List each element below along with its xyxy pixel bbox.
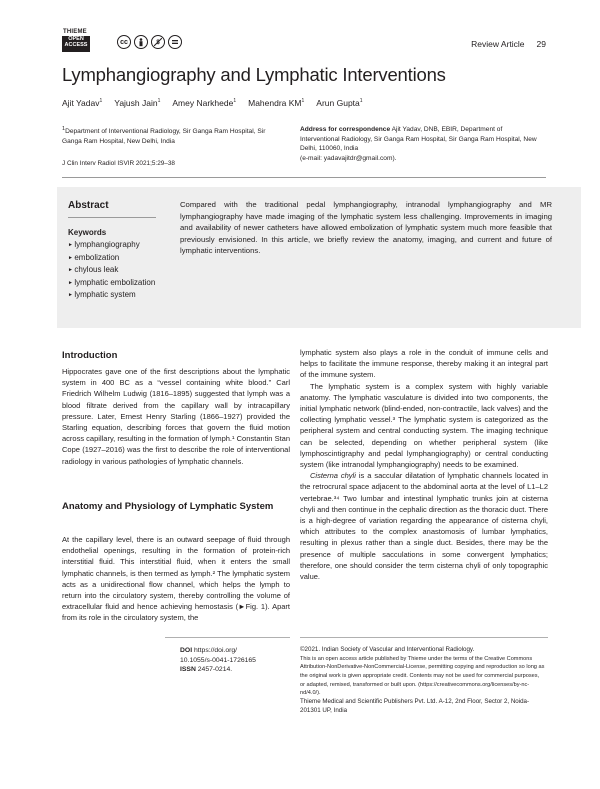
doi-value: 10.1055/s-0041-1726165 <box>180 656 256 664</box>
article-title: Lymphangiography and Lymphatic Interventions <box>62 64 446 85</box>
noncommercial-icon <box>151 35 165 49</box>
doi-link[interactable]: https://doi.org/ <box>193 647 238 654</box>
author: Amey Narkhede$^1$ <box>172 98 237 108</box>
license-icons <box>117 35 182 49</box>
correspondence-email: (e-mail: yadavajitdr@gmail.com). <box>300 154 397 162</box>
affiliation: $^1$Department of Interventional Radiology, Sir Ganga Ram Hospital, Sir Ganga Ram Hospital, New Delhi, India <box>62 126 266 145</box>
logo-access-text: ACCESS <box>64 41 88 48</box>
author-list <box>62 98 363 108</box>
paragraph: Hippocrates gave one of the first descriptions about the lymphatic system in 400 BC as a “vessel containing white blood.” Carl Friedrich Wilhelm Ludwig (1816–1895) suggested that lymph was a blood filtrate derived from the capillary wall by intracapillary pressure. Later, Ernest Henry Starling (1866–1927) provided the Starling equation, describing forces that govern the fluid motion across capillary, resulting in the formation of lymph.¹ Constantin Stan Cope (1927–2016) was the first to describe the role of interventional radiology in various pathologies of lymphatic channels. <box>62 367 290 466</box>
abstract-heading: Abstract <box>68 200 109 211</box>
publisher-address: Thieme Medical and Scientific Publishers Pvt. Ltd. A-12, 2nd Floor, Sector 2, Noida-201301 UP, India <box>300 697 530 714</box>
correspondence: Address for correspondence Ajit Yadav, DNB, EBIR, Department of Interventional Radiology, Sir Ganga Ram Hospital, Sir Ganga Ram Hospital, New Delhi, 110060, India (e-mail: yadavajitdr@gmail.com). <box>300 126 537 162</box>
copyright-line: ©2021. Indian Society of Vascular and Interventional Radiology. <box>300 646 475 653</box>
keywords-list <box>68 239 168 302</box>
anatomy-heading: Anatomy and Physiology of Lymphatic System <box>62 501 274 512</box>
keyword: ► lymphangiography <box>68 239 168 252</box>
noderivatives-icon <box>168 35 182 49</box>
paragraph: lymphatic system also plays a role in the conduit of immune cells and helps to facilitate the immune response, thereby making it an integral part of the immune system. <box>300 348 548 380</box>
logo-open-text: OPEN <box>68 36 84 42</box>
divider <box>62 177 546 178</box>
author: Ajit Yadav$^1$ <box>62 98 103 108</box>
author: Arun Gupta$^1$ <box>316 98 363 108</box>
keywords-heading: Keywords <box>68 228 107 237</box>
keyword: ► embolization <box>68 252 168 265</box>
paragraph: The lymphatic system is a complex system with highly variable anatomy. The lymphatic vasculature is divided into two components, the initial lymphatic network (blind-ended, non-contractile, lack valves) and the collecting lymphatic vessel.³ The lymphatic system is categorized as the peripheral system and central conducting system. The imaging technique can be selected, depending on whether peripheral system (like lymphoscintigraphy and pedal lymphangiography) or central conducting system (like intranodal lymphangiography) needs to be examined. <box>300 381 548 470</box>
anatomy-text <box>62 534 290 624</box>
author: Mahendra $KM^1$ <box>248 98 305 108</box>
divider <box>68 217 156 218</box>
paragraph: At the capillary level, there is an outward seepage of fluid through endothelial openings, resulting in the formation of protein-rich interstitial fluid. This interstitial fluid, when it enters the small lymphatic channels, is then termed as lymph.² The lymphatic system acts as a unidirectional flow channel, which helps the lymph to return into the circulatory system, thereby controlling the volume of extracellular fluid and hence achieving hemostasis (►Fig. 1). Apart from its role in the circulatory system, the <box>62 535 290 623</box>
cc-icon: cc <box>117 35 131 49</box>
paragraph: Cisterna chyli is a saccular dilatation of lymphatic channels located in the retrocrural space adjacent to the abdominal aorta at the level of L1–L2 vertebrae.³⁴ Two lumbar and intestinal lymphatic trunks join at cisterna chyli and then continue in the cephalic direction as the thoracic duct. There is a high-degree of variation regarding the appearance of cisterna chyli, which attributes to the complex anastomosis of lumbar lymphatics, resulting in plexus rather than a single duct. Besides, there may be the presence of multiple sacculations in some convergent lymphatics; therefore, one should consider the term cisterna chyli of only topographic value. <box>300 471 548 582</box>
license-text: This is an open access article published by Thieme under the terms of the Creative Commons Attribution-NonDerivative-NonCommercial-License, permitting copying and reproduction so long as the original work is given appropriate credit. Contents may not be used for commercial purposes, or adapted, remixed, transformed or built upon. (https://creativecommons.org/licenses/by-nc-nd/4.0/). <box>300 655 545 697</box>
author: Yajush Jain$^1$ <box>114 98 161 108</box>
keyword: ► lymphatic system <box>68 289 168 302</box>
keyword: ► chylous leak <box>68 264 168 277</box>
divider <box>165 637 290 638</box>
publisher-logo-top: THIEME <box>63 29 87 35</box>
section-label: Review Article <box>471 39 525 49</box>
page-number: 29 <box>536 39 546 49</box>
keyword: ► lymphatic embolization <box>68 277 168 290</box>
open-access-logo <box>62 36 90 52</box>
copyright-block <box>300 646 545 715</box>
page-header <box>471 39 546 49</box>
svg-text:$: $ <box>156 40 160 46</box>
introduction-text <box>62 366 290 467</box>
abstract-text: Compared with the traditional pedal lymphangiography, intranodal lymphangiography and MR lymphangiography have made imaging of the lymphatic system less challenging. Improvements in imaging and availability of newer catheters have allowed embolization of lymphatic system much more feasible that previously envisioned. In this article, we briefly review the anatomy, imaging, and current and future of lymphatic interventions. <box>180 200 552 256</box>
right-column <box>300 347 548 582</box>
attribution-icon <box>134 35 148 49</box>
introduction-heading: Introduction <box>62 350 118 361</box>
journal-reference: J Clin Interv Radiol ISVIR 2021;5:29–38 <box>62 160 175 167</box>
doi-block: DOI https://doi.org/ 10.1055/s-0041-1726165 ISSN 2457-0214. <box>180 647 256 674</box>
divider <box>300 637 548 638</box>
